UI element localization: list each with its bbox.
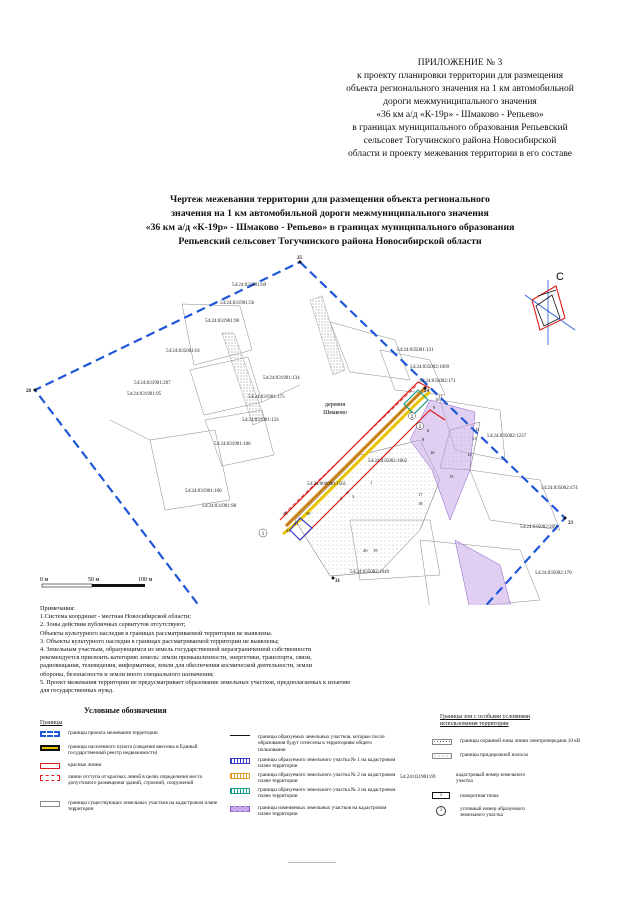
legend-text: линии отступа от красных линий в целях определения места допустимого размещения зданий, строений, сооружений	[68, 774, 202, 787]
point-label: 22	[286, 528, 291, 533]
north-arrow	[525, 271, 575, 345]
point-label: 8	[422, 437, 425, 442]
note-line: Примечания:	[40, 605, 76, 612]
survey-map	[0, 250, 640, 605]
note-line: Объекты культурного наследия в границах рассматриваемой территории не выявлены.	[40, 629, 273, 637]
cadastral-label: 54:24:031901:133	[242, 418, 279, 423]
legend-swatch	[40, 775, 60, 781]
note-line: обороны, безопасности и земли иного специального назначения;	[40, 670, 214, 678]
point-label: 23	[568, 521, 573, 526]
point-label: 3	[352, 494, 355, 499]
legend-swatch	[432, 753, 452, 759]
cadastral-label: 54:24:031901:100	[185, 489, 222, 494]
legend-swatch	[40, 801, 60, 807]
legend-text: красные линии	[68, 762, 102, 768]
plot-mark-label: 2	[410, 415, 414, 420]
legend-swatch	[230, 806, 250, 812]
point-label: 13	[472, 436, 477, 441]
scale-label: 100 м	[138, 577, 153, 583]
cadastral-label: 54:24:035001:61	[166, 349, 201, 354]
note-line: 5. Проект межевания территории не предусматривает образование земельных участков, предполагаемых к изъятию	[40, 678, 351, 686]
legend-swatch	[40, 745, 60, 751]
scale-label: 0 м	[40, 577, 49, 583]
point-label: 17	[418, 492, 423, 497]
point-label: 11	[438, 394, 443, 399]
cadastral-label: 54:24:035002:1062	[368, 459, 408, 464]
north-label: С	[556, 271, 564, 283]
point-label: 25	[297, 256, 302, 261]
appendix-line: «36 км а/д «К-19р» - Шмаково - Репьево»	[376, 110, 544, 120]
point-label: 6	[427, 428, 430, 433]
cadastral-label: 54:24:035002:1069	[410, 365, 450, 370]
legend-zones-header: Границы зон с особыми условиями использования территории	[440, 714, 530, 727]
appendix-line: объекта регионального значения на 1 км автомобильной	[346, 84, 574, 94]
note-line: 1.Система координат - местная Новосибирской области;	[40, 613, 191, 621]
village-label: Шмаково	[323, 410, 347, 416]
village-label: деревня	[324, 402, 346, 408]
legend-text: границы существующих земельных участков на кадастровом плане территории	[68, 800, 218, 813]
legend-swatch	[230, 788, 250, 794]
point-label: 18	[418, 501, 423, 506]
legend-text: границы образуемого земельного участка № 3 на кадастровом плане территории	[258, 787, 396, 800]
title-line: значения на 1 км автомобильной дороги межмуниципального значения	[171, 208, 489, 219]
point-label: 24	[424, 389, 429, 394]
point-label: 31	[335, 579, 340, 584]
title-line: Репьевский сельсовет Тогучинского района Новосибирской области	[178, 236, 482, 247]
cadastral-label: 54:24:035002:171	[419, 379, 456, 384]
legend-swatch	[230, 735, 250, 737]
legend-text: границы охранной зоны линии электропередачи 10 кВ	[460, 738, 581, 744]
legend-swatch	[40, 731, 60, 737]
cadastral-label: 54:24:035002:1237	[487, 434, 527, 439]
appendix-line: сельсовет Тогучинского района Новосибирской	[363, 136, 557, 146]
point-label: 30	[306, 511, 311, 516]
scale-bar	[40, 577, 153, 587]
appendix-line: в границах муниципального образования Репьевский	[352, 123, 568, 133]
note-line: рекомендуется присвоить категорию земель: земли промышленности, энергетики, транспорта, связи,	[40, 654, 312, 662]
point-label: 15	[449, 474, 454, 479]
boundary-points	[26, 256, 574, 605]
cadastral-label: 54:24:031901:95	[127, 392, 162, 397]
legend-text: границы образуемых земельных участков, которые после образования будут отнесены к территориям общего пользования	[258, 734, 385, 753]
title-line: «36 км а/д «К-19р» - Шмаково - Репьево» в границах муниципального образования	[145, 222, 515, 233]
legend-text: поворотная точка	[460, 793, 499, 799]
point-label: 1	[370, 480, 373, 485]
cadastral-label: 54:24:031901:98	[202, 504, 237, 509]
point-label: 20	[363, 548, 368, 553]
project-boundary	[35, 262, 565, 605]
legend-text: границы изменяемых земельных участков на кадастровом плане территории	[258, 805, 387, 818]
legend-sample-plot: 1	[436, 806, 446, 816]
point-label: 9	[433, 405, 436, 410]
legend-text: границы проекта межевания территории	[68, 730, 158, 736]
point-label: 14	[467, 452, 472, 457]
legend-text: границы образуемого земельного участка № 1 на кадастровом плане территории	[258, 757, 396, 770]
point-label: 10	[435, 397, 440, 402]
point-label: 16	[430, 450, 435, 455]
legend-boundaries-header: Границы	[40, 720, 63, 726]
appendix-line: ПРИЛОЖЕНИЕ № 3	[417, 58, 503, 68]
legend-title: Условные обозначения	[84, 706, 167, 715]
cadastral-label: 54:24:031901:69	[232, 283, 267, 288]
legend-text: границы населенного пункта (сведения внесены в Единый государственный реестр недвижимости)	[68, 744, 198, 757]
appendix-line: к проекту планировки территории для размещения	[356, 71, 564, 81]
note-line: 3. Объекты культурного наследия в границах рассматриваемой территории не выявлены;	[40, 637, 279, 645]
point-label: 21	[294, 521, 299, 526]
point-label: 12	[475, 427, 480, 432]
legend-swatch	[230, 773, 250, 779]
scale-label: 50 м	[88, 577, 100, 583]
legend-text: границы образуемого земельного участка № 2 на кадастровом плане территории	[258, 772, 396, 785]
cadastral-label: 54:24:031901:207	[134, 381, 171, 386]
cadastral-label: 54:24:031901:175	[248, 395, 285, 400]
note-line: радиовещания, телевидения, информатики, земли для обеспечения космической деятельности, земли	[40, 662, 313, 670]
cadastral-label: 54:24:035002:474	[541, 486, 578, 491]
appendix-line: области и проекту межевания территории в его составе	[348, 149, 572, 159]
note-line: 2. Зоны действия публичных сервитутов отсутствуют;	[40, 621, 186, 629]
point-label: 29	[283, 511, 288, 516]
legend-swatch	[40, 763, 60, 769]
legend-text: условный номер образуемого земельного участка	[460, 806, 525, 819]
note-line: 4. Земельным участкам, образующимся из земель государственной неразграниченной собственности	[40, 646, 312, 654]
title-line: Чертеж межевания территории для размещения объекта регионального	[170, 194, 490, 205]
legend-swatch	[432, 739, 452, 745]
cadastral-label: 54:24:031901:106	[214, 442, 251, 447]
plot-mark-label: 3	[418, 425, 422, 430]
notes	[40, 605, 600, 695]
cadastral-label: 54:24:035002:1049	[350, 570, 390, 575]
legend-text: границы придорожной полосы	[460, 752, 528, 758]
cadastral-label: 54:24:000000:1561	[307, 482, 347, 487]
appendix-header	[300, 57, 620, 161]
cadastral-label: 54:24:031901:56	[220, 301, 255, 306]
cadastral-label: 54:24:035002:209	[520, 525, 557, 530]
cadastral-label: 54:24:031901:90	[205, 319, 240, 324]
plot-mark-label: 1	[261, 532, 265, 537]
note-line: для государственных нужд.	[40, 687, 114, 695]
appendix-line: дороги межмуниципального значения	[383, 97, 537, 107]
point-label: 5	[340, 496, 343, 501]
legend-sample-point: 1	[432, 792, 450, 799]
drawing-title	[60, 193, 600, 249]
legend-sample-cadastral: 54:24:031901:69	[400, 774, 436, 780]
point-label: 28	[26, 389, 31, 394]
point-label: 19	[373, 548, 378, 553]
legend-swatch	[230, 758, 250, 764]
point-label: 4	[346, 490, 349, 495]
cadastral-label: 54:24:035001:131	[397, 348, 434, 353]
cadastral-label: 54:24:035002:170	[535, 571, 572, 576]
cadastral-label: 54:24:031901:134	[263, 376, 300, 381]
legend-text: кадастровый номер земельного участка	[456, 772, 526, 785]
footer-divider	[288, 862, 336, 863]
